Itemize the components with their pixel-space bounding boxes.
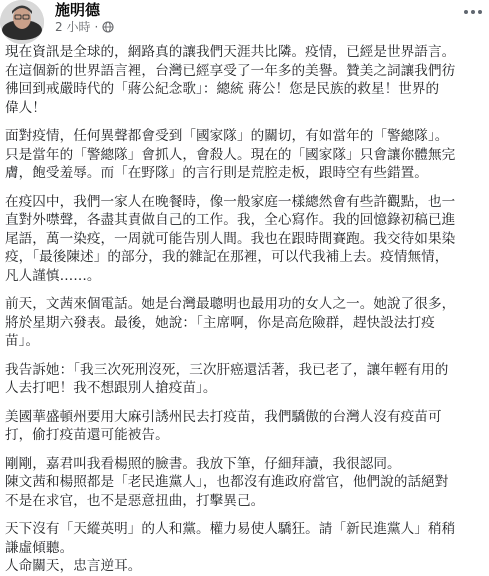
post-paragraph: 面對疫情，任何異聲都會受到「國家隊」的關切，有如當年的「警總隊」。 只是當年的「警總隊」會抓人，會殺人。現在的「國家隊」只會讓你體無完 膚，飽受羞辱。而「在野隊」的言行則是荒腔走板，跟時空有些錯置。 [5, 128, 456, 181]
post-paragraph: 我告訴她：「我三次死刑沒死，三次肝癌還活著，我已老了，讓年輕有用的 人去打吧！我不想跟別人搶疫苗」。 [5, 361, 449, 396]
post-paragraph: 美國華盛頓州要用大麻引誘州民去打疫苗，我們驕傲的台灣人沒有疫苗可 打，偷打疫苗還可能被告。 [5, 408, 442, 443]
post-paragraph: 現在資訊是全球的，網路真的讓我們天涯共比隣。疫情，已經是世界語言。 在這個新的世界語言裡，台灣已經享受了一年多的美譽。贊美之詞讓我們彷 彿回到戒嚴時代的「蔣公紀念歌」：總統 蔣公！您是民族的救星！世界的 偉人！ [5, 44, 456, 116]
post-meta [55, 19, 114, 35]
globe-icon[interactable] [102, 21, 114, 33]
author-portrait-image [0, 0, 44, 44]
post-body [5, 43, 483, 576]
avatar[interactable] [0, 0, 44, 44]
post-paragraph: 在疫囚中，我們一家人在晚餐時，像一般家庭一樣總然會有些許觀點，也一 直對外噤聲，各盡其責做自己的工作。我，全心寫作。我的回憶錄初稿已進 尾語，萬一染疫，一周就可能告別人間。我也在跟時間賽跑。我交待如果染 疫，「最後陳述」的部分，我的雜記在那裡，可以代我補上去。疫情無情， 凡人謹慎……。 [5, 193, 456, 284]
post-paragraph: 剛剛，嘉君叫我看楊照的臉書。我放下筆，仔細拜讀，我很認同。 陳文茜和楊照都是「老民進黨人」，也都沒有進政府當官，他們說的話絕對 不是在求官，也不是惡意扭曲，打擊異己。 [5, 455, 449, 509]
meta-separator: · [94, 20, 99, 34]
post-paragraph: 前天，文茜來個電話。她是台灣最聰明也最用功的女人之一。她說了很多， 將於星期六發表。最後，她說：「主席啊，你是高危險群，趕快設法打疫 苗」。 [5, 296, 456, 349]
more-options-icon[interactable] [461, 4, 485, 20]
author-name[interactable]: 施明德 [55, 1, 101, 19]
post-paragraph: 天下沒有「天縱英明」的人和黨。權力易使人驕狂。請「新民進黨人」稍稍 謙虛傾聽。 人命關天，忠言逆耳。 [5, 521, 456, 574]
post-header [0, 0, 489, 42]
post-time[interactable]: 2 小時 [55, 20, 91, 34]
